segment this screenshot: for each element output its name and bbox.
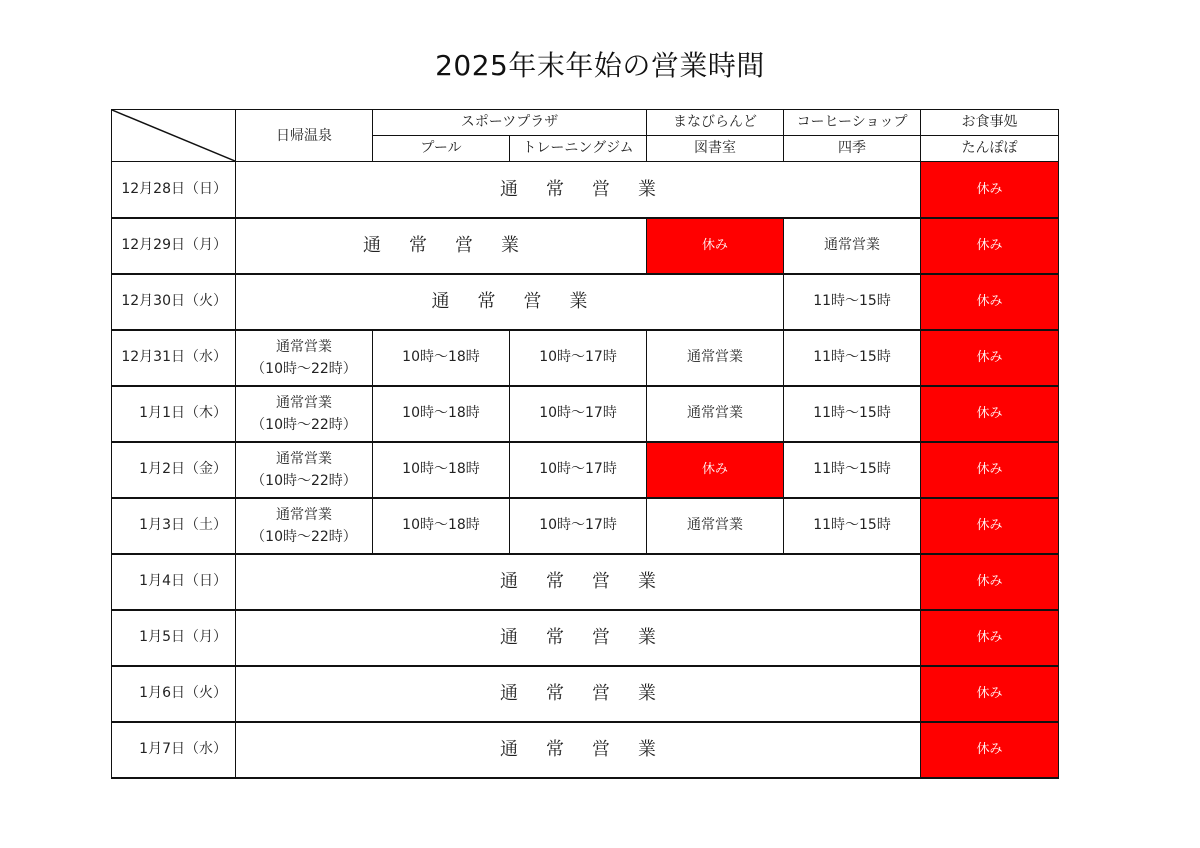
normal-operation-char: 常 [546, 739, 564, 760]
row-date: 12月31日（水） [112, 330, 236, 386]
normal-operation-char: 通 [500, 627, 518, 648]
hours-cell: 10時～17時 [510, 498, 647, 554]
hours-cell: 10時～18時 [373, 442, 510, 498]
normal-operation-char: 業 [638, 627, 656, 648]
normal-operation-char: 業 [638, 178, 656, 200]
closed-cell: 休み [921, 498, 1059, 554]
header-coffee-bottom: 四季 [784, 136, 921, 162]
normal-operation-char: 常 [409, 235, 427, 256]
normal-operation-char: 業 [501, 235, 519, 256]
hours-line: （10時～22時） [251, 472, 357, 489]
closed-cell: 休み [921, 274, 1059, 330]
table-row [112, 442, 1059, 498]
closed-cell: 休み [921, 162, 1059, 218]
hours-cell: 通常営業 [784, 218, 921, 274]
hours-cell: 11時～15時 [784, 330, 921, 386]
table-row [112, 330, 1059, 386]
normal-operation-char: 業 [638, 571, 656, 592]
normal-operation-char: 営 [592, 178, 610, 200]
normal-operation-char: 営 [523, 291, 542, 312]
closed-cell: 休み [921, 218, 1059, 274]
schedule-table [111, 109, 1059, 779]
hours-cell: 10時～17時 [510, 386, 647, 442]
normal-operation-char: 営 [592, 683, 610, 704]
table-row [112, 498, 1059, 554]
closed-cell: 休み [921, 386, 1059, 442]
row-date: 12月28日（日） [112, 162, 236, 218]
hours-cell [236, 442, 373, 498]
normal-operation-char: 営 [592, 627, 610, 648]
header-coffee-top: コーヒーショップ [784, 110, 921, 136]
closed-cell: 休み [921, 666, 1059, 722]
table-row [112, 274, 1059, 330]
header-onsen: 日帰温泉 [236, 110, 373, 162]
hours-line: 通常営業 [276, 338, 332, 355]
hours-cell: 11時～15時 [784, 442, 921, 498]
normal-operation-char: 通 [500, 571, 518, 592]
normal-operation-char: 営 [592, 739, 610, 760]
normal-operation-char: 通 [500, 683, 518, 704]
normal-operation-char: 常 [546, 683, 564, 704]
row-date: 1月2日（金） [112, 442, 236, 498]
header-pool: プール [373, 136, 510, 162]
row-date: 12月30日（火） [112, 274, 236, 330]
normal-operation-cell [236, 610, 921, 666]
row-date: 1月1日（木） [112, 386, 236, 442]
hours-line: 通常営業 [276, 394, 332, 411]
header-sports-plaza: スポーツプラザ [373, 110, 647, 136]
hours-cell: 10時～18時 [373, 386, 510, 442]
normal-operation-cell [236, 666, 921, 722]
normal-operation-cell [236, 162, 921, 218]
hours-line: （10時～22時） [251, 360, 357, 377]
normal-operation-char: 業 [569, 291, 588, 312]
hours-cell: 通常営業 [647, 386, 784, 442]
closed-cell: 休み [647, 442, 784, 498]
header-gym: トレーニングジム [510, 136, 647, 162]
normal-operation-char: 業 [638, 683, 656, 704]
normal-operation-char: 通 [431, 291, 450, 312]
hours-cell: 11時～15時 [784, 274, 921, 330]
closed-cell: 休み [921, 554, 1059, 610]
normal-operation-cell [236, 554, 921, 610]
hours-cell: 10時～18時 [373, 330, 510, 386]
schedule-body [112, 162, 1059, 778]
row-date: 1月3日（土） [112, 498, 236, 554]
hours-cell: 11時～15時 [784, 386, 921, 442]
header-library-top: まなびらんど [647, 110, 784, 136]
normal-operation-char: 常 [477, 291, 496, 312]
closed-cell: 休み [647, 218, 784, 274]
hours-cell: 11時～15時 [784, 498, 921, 554]
hours-cell [236, 330, 373, 386]
normal-operation-char: 通 [500, 178, 518, 200]
header-restaurant-top: お食事処 [921, 110, 1059, 136]
normal-operation-char: 営 [455, 235, 473, 256]
table-row [112, 610, 1059, 666]
hours-line: （10時～22時） [251, 416, 357, 433]
header-corner-diagonal [112, 110, 236, 162]
hours-cell: 10時～18時 [373, 498, 510, 554]
header-library-bottom: 図書室 [647, 136, 784, 162]
normal-operation-char: 通 [500, 739, 518, 760]
closed-cell: 休み [921, 442, 1059, 498]
hours-line: （10時～22時） [251, 528, 357, 545]
table-row [112, 218, 1059, 274]
hours-cell: 10時～17時 [510, 442, 647, 498]
hours-cell [236, 386, 373, 442]
hours-cell: 通常営業 [647, 498, 784, 554]
row-date: 1月7日（水） [112, 722, 236, 778]
normal-operation-char: 常 [546, 627, 564, 648]
normal-operation-char: 常 [546, 571, 564, 592]
normal-operation-char: 業 [638, 739, 656, 760]
row-date: 12月29日（月） [112, 218, 236, 274]
normal-operation-cell [236, 274, 784, 330]
table-row [112, 162, 1059, 218]
hours-cell [236, 498, 373, 554]
row-date: 1月6日（火） [112, 666, 236, 722]
hours-cell: 通常営業 [647, 330, 784, 386]
row-date: 1月5日（月） [112, 610, 236, 666]
table-row [112, 554, 1059, 610]
closed-cell: 休み [921, 610, 1059, 666]
header-row-top [112, 110, 1059, 136]
hours-cell: 10時～17時 [510, 330, 647, 386]
page-title: 2025年末年始の営業時間 [435, 49, 765, 82]
normal-operation-cell [236, 722, 921, 778]
diagonal-line-icon [112, 110, 235, 161]
closed-cell: 休み [921, 330, 1059, 386]
table-row [112, 722, 1059, 778]
table-row [112, 666, 1059, 722]
hours-line: 通常営業 [276, 506, 332, 523]
header-restaurant-bottom: たんぽぽ [921, 136, 1059, 162]
row-date: 1月4日（日） [112, 554, 236, 610]
hours-line: 通常営業 [276, 450, 332, 467]
closed-cell: 休み [921, 722, 1059, 778]
normal-operation-char: 常 [546, 178, 564, 200]
normal-operation-char: 通 [363, 235, 381, 256]
normal-operation-cell [236, 218, 647, 274]
table-row [112, 386, 1059, 442]
normal-operation-char: 営 [592, 571, 610, 592]
